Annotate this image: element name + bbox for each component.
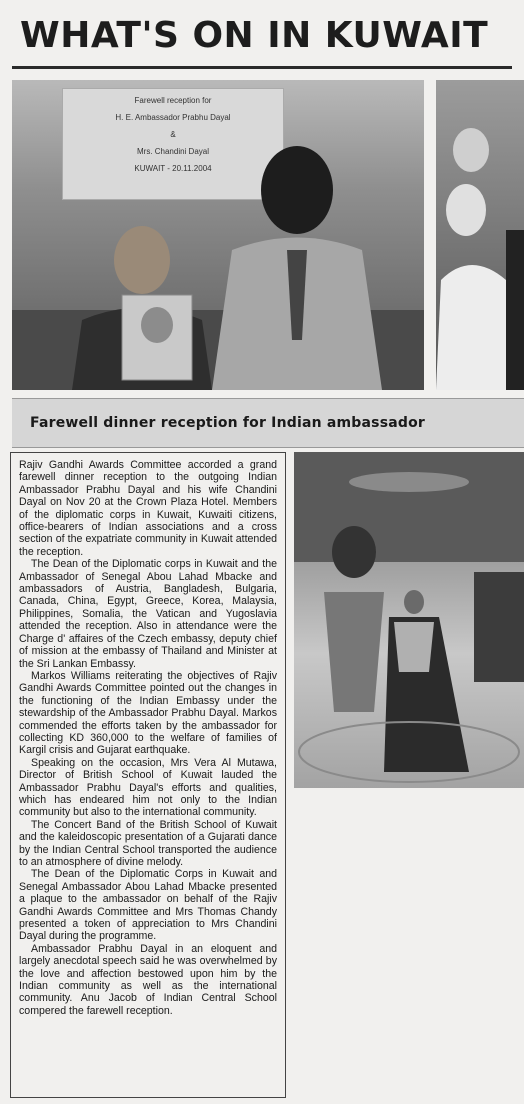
article-paragraph: The Concert Band of the British School of Kuwait and the kaleidoscopic presentation of a Gujarati dance by the Indian Central School transported the audience to an atmosphere of divine melody. xyxy=(19,818,277,868)
dancers-silhouettes xyxy=(294,452,524,788)
article-headline: Farewell dinner reception for Indian ambassador xyxy=(30,415,426,431)
headline-bar xyxy=(12,398,524,448)
masthead xyxy=(12,6,512,69)
page-title: WHAT'S ON IN KUWAIT xyxy=(20,15,489,56)
banner-line: H. E. Ambassador Prabhu Dayal xyxy=(115,113,231,122)
banner-line: KUWAIT - 20.11.2004 xyxy=(134,164,212,173)
article-body xyxy=(10,452,286,1098)
audience-silhouettes xyxy=(436,80,524,390)
banner-line: Mrs. Chandini Dayal xyxy=(136,147,210,156)
article-paragraph: The Dean of the Diplomatic corps in Kuwait and the Ambassador of Senegal Abou Lahad Mbacke and ambassadors of Austria, Bangladesh, Bulgaria, Canada, China, Egypt, Greece, Korea, Malaysia, Philippines, Somalia, the Vatican and Yugoslavia attended the reception. Also in attendance were the Charge d' affaires of the Czech embassy, deputy chief of mission at the embassy of Thailand and Minister at the Sri Lankan Embassy. xyxy=(19,558,277,670)
audience-photo xyxy=(436,80,524,390)
article-paragraph: Rajiv Gandhi Awards Committee accorded a grand farewell dinner reception to the outgoing Indian Ambassador Prabhu Dayal and his wife Chandini Dayal on Nov 20 at the Crown Plaza Hotel. Members of the diplomatic corps in Kuwait, Kuwaiti citizens, office-bearers of Indian associations and a cross section of the expatriate community in Kuwait attended the reception. xyxy=(19,459,277,558)
people-silhouettes xyxy=(12,80,424,390)
banner-line: & xyxy=(170,130,176,139)
article-paragraph: Speaking on the occasion, Mrs Vera Al Mutawa, Director of British School of Kuwait lauded the Ambassador Prabhu Dayal's efforts and qualities, which has endeared him not only to the Indian community but also to the international community. xyxy=(19,756,277,819)
article-paragraph: Markos Williams reiterating the objectives of Rajiv Gandhi Awards Committee pointed out the changes in the functioning of the Indian Embassy under the stewardship of the Ambassador Prabhu Dayal. Markos commended the efforts taken by the ambassador for collecting KD 360,000 to the welfare of families of Kargil crisis and Gujarat earthquake. xyxy=(19,669,277,757)
article-paragraph: Ambassador Prabhu Dayal in an eloquent and largely anecdotal speech said he was overwhelmed by the love and affection bestowed upon him by the Indian community as well as the international community. Anu Jacob of Indian Central School compered the farewell reception. xyxy=(19,942,277,1017)
article-paragraph: The Dean of the Diplomatic Corps in Kuwait and Senegal Ambassador Abou Lahad Mbacke presented a plaque to the ambassador on behalf of the Rajiv Gandhi Awards Committee and Mrs Thomas Chandy presented a token of appreciation to Mrs Chandini Dayal during the programme. xyxy=(19,868,277,943)
dance-performance-photo xyxy=(294,452,524,788)
award-presentation-photo xyxy=(12,80,424,390)
banner-line: Farewell reception for xyxy=(134,96,212,105)
